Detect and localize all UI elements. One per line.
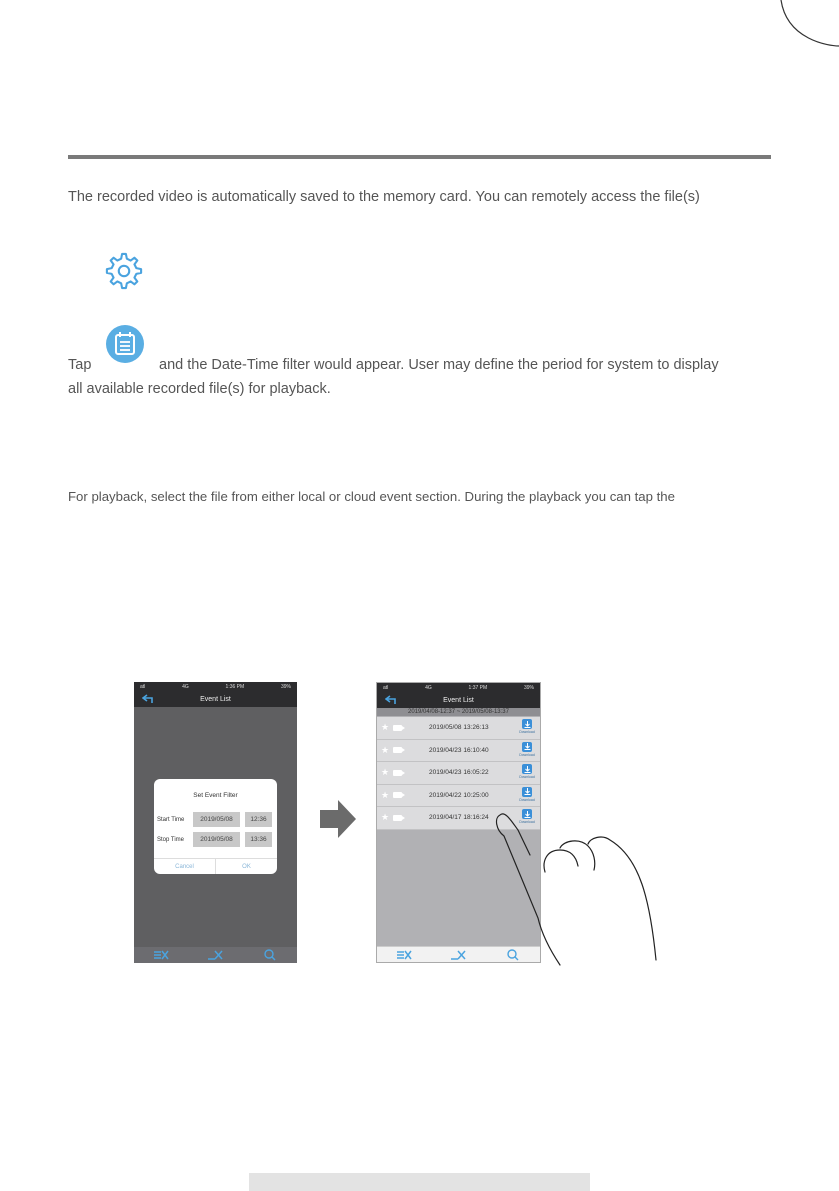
download-label: Download bbox=[519, 797, 535, 802]
status-bar bbox=[377, 683, 540, 692]
stop-time-row bbox=[157, 832, 274, 847]
playback-text: For playback, select the file from either local or cloud event section. During the playback you can tap the bbox=[68, 489, 675, 504]
tap-text-start: Tap bbox=[68, 357, 92, 373]
phone-screen-filter bbox=[134, 682, 297, 963]
star-icon[interactable]: ★ bbox=[381, 744, 390, 755]
clock: 1:37 PM bbox=[468, 684, 488, 691]
stop-time-field[interactable]: 13:36 bbox=[245, 832, 272, 847]
download-label: Download bbox=[519, 730, 535, 734]
network-indicator: 4G bbox=[182, 683, 189, 690]
tap-text-rest: and the Date-Time filter would appear. User may define the period for system to display bbox=[159, 357, 719, 373]
start-time-label: Start Time bbox=[157, 816, 185, 823]
download-button[interactable] bbox=[517, 742, 537, 757]
signal-indicator: atl bbox=[383, 684, 389, 691]
back-arrow-icon[interactable] bbox=[385, 695, 399, 705]
start-time-field[interactable]: 12:36 bbox=[245, 812, 272, 827]
start-time-row bbox=[157, 812, 274, 827]
star-icon[interactable]: ★ bbox=[381, 767, 390, 778]
status-bar bbox=[134, 682, 297, 691]
clear-icon[interactable] bbox=[207, 949, 223, 961]
camera-icon bbox=[393, 792, 402, 798]
start-date-field[interactable]: 2019/05/08 bbox=[193, 812, 240, 827]
download-icon bbox=[522, 764, 532, 774]
filter-clear-icon[interactable] bbox=[396, 949, 412, 961]
event-datetime: 2019/05/08 13:26:13 bbox=[429, 724, 489, 732]
list-item[interactable] bbox=[377, 717, 540, 740]
download-label: Download bbox=[519, 775, 535, 779]
dialog-title: Set Event Filter bbox=[193, 792, 238, 799]
download-icon bbox=[522, 787, 532, 797]
list-item[interactable] bbox=[377, 762, 540, 785]
signal-indicator: atl bbox=[140, 683, 146, 690]
stop-date-field[interactable]: 2019/05/08 bbox=[193, 832, 240, 847]
page-title: Event List bbox=[443, 696, 474, 704]
intro-text: The recorded video is automatically saved to the memory card. You can remotely access the file(s) bbox=[68, 189, 700, 205]
search-icon[interactable] bbox=[262, 949, 278, 961]
network-indicator: 4G bbox=[425, 684, 432, 691]
star-icon[interactable]: ★ bbox=[381, 789, 390, 800]
corner-arc-decoration bbox=[779, 0, 839, 50]
camera-icon bbox=[393, 770, 402, 776]
calendar-list-icon bbox=[105, 324, 145, 364]
camera-icon bbox=[393, 815, 402, 821]
date-range-label: 2019/04/08-12:37 ~ 2019/05/08-13:37 bbox=[377, 708, 540, 716]
clear-icon[interactable] bbox=[450, 949, 466, 961]
download-label: Download bbox=[519, 752, 535, 757]
download-icon bbox=[522, 742, 532, 752]
star-icon[interactable]: ★ bbox=[381, 722, 390, 733]
back-arrow-icon[interactable] bbox=[142, 694, 156, 704]
footer-bar bbox=[249, 1173, 590, 1191]
stop-time-label: Stop Time bbox=[157, 836, 185, 843]
download-icon bbox=[522, 719, 532, 729]
gear-icon bbox=[105, 252, 143, 290]
event-datetime: 2019/04/17 18:16:24 bbox=[429, 814, 489, 822]
filter-clear-icon[interactable] bbox=[153, 949, 169, 961]
clock: 1:36 PM bbox=[225, 683, 245, 690]
download-button[interactable] bbox=[517, 764, 537, 779]
star-icon[interactable]: ★ bbox=[381, 812, 390, 823]
download-button[interactable] bbox=[517, 719, 537, 734]
section-divider bbox=[68, 155, 771, 159]
nav-bar bbox=[134, 691, 297, 707]
nav-bar bbox=[377, 692, 540, 708]
next-step-arrow-icon bbox=[320, 800, 356, 838]
event-datetime: 2019/04/22 10:25:00 bbox=[429, 791, 489, 799]
page-title: Event List bbox=[200, 695, 231, 703]
download-label: Download bbox=[519, 820, 535, 824]
camera-icon bbox=[393, 725, 402, 731]
ok-button[interactable]: OK bbox=[215, 859, 277, 874]
list-item[interactable] bbox=[377, 740, 540, 763]
dialog-buttons bbox=[154, 858, 277, 874]
camera-icon bbox=[393, 747, 402, 753]
tap-text-line2: all available recorded file(s) for playback. bbox=[68, 381, 331, 397]
battery-indicator: 39% bbox=[280, 683, 291, 690]
event-datetime: 2019/04/23 16:10:40 bbox=[429, 746, 489, 754]
bottom-toolbar bbox=[134, 947, 297, 963]
set-event-filter-dialog bbox=[154, 779, 277, 874]
cancel-button[interactable]: Cancel bbox=[175, 863, 194, 870]
battery-indicator: 39% bbox=[523, 684, 534, 691]
event-datetime: 2019/04/23 16:05:22 bbox=[429, 769, 489, 777]
